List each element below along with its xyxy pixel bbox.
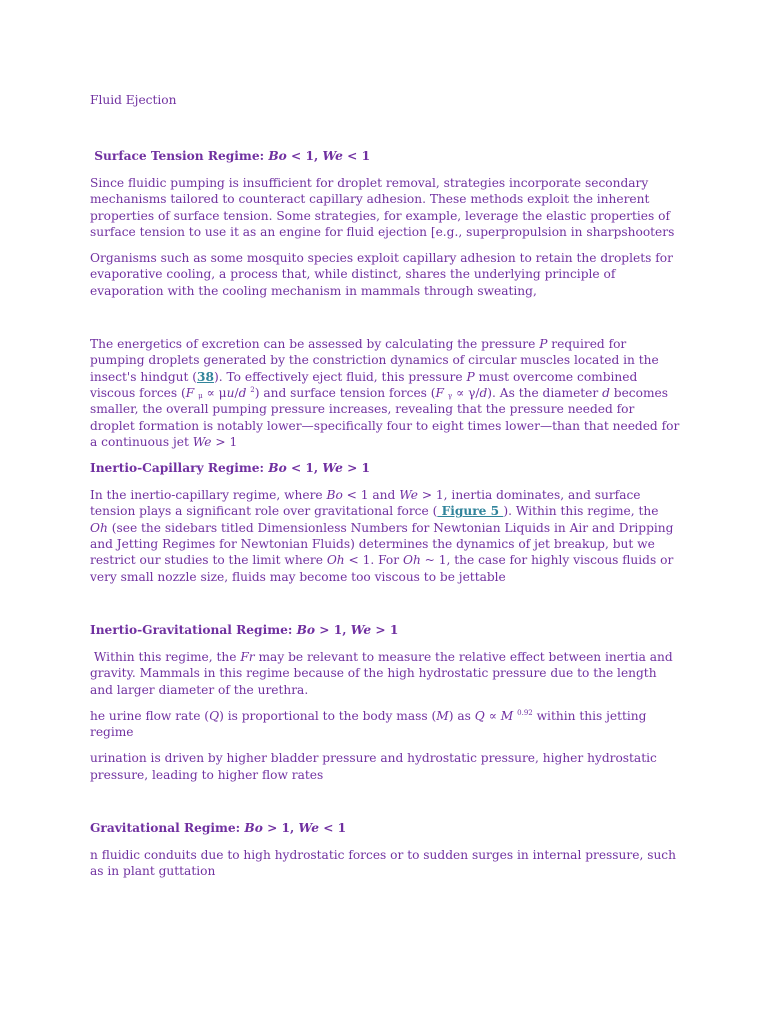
diameter-symbol: d: [238, 385, 247, 400]
figure-5-link[interactable]: Figure 5: [437, 504, 504, 519]
gravitational-heading: [90, 820, 680, 836]
heading-text: > 1,: [262, 821, 299, 836]
heading-text: > 1: [371, 622, 399, 637]
text: ). As the diameter: [487, 385, 603, 400]
text: ). Within this regime, the: [503, 504, 659, 519]
bo-symbol: Bo: [268, 149, 287, 163]
document-title: Fluid Ejection: [90, 93, 177, 107]
text: ) is proportional to the body mass (: [219, 708, 437, 723]
diameter-symbol: d: [602, 385, 610, 400]
heading-text: Inertio-Capillary Regime:: [90, 461, 269, 476]
text: must overcome combined viscous forces (: [90, 369, 638, 400]
surface-tension-paragraph-2: Organisms such as some mosquito species exploit capillary adhesion to retain the droplets for evaporative cooling, a process that, while distinct, shares the underlying principle of evaporation with the cooling mechanism in mammals through sweating,: [90, 251, 673, 298]
text: within this jetting regime: [90, 708, 647, 740]
text: < 1 and: [342, 488, 400, 503]
oh-symbol: Oh: [402, 553, 421, 568]
we-symbol: We: [350, 622, 372, 637]
mass-exponent: 0.92: [517, 708, 533, 717]
surface-tension-paragraph-3: [90, 336, 680, 450]
fr-symbol: Fr: [240, 649, 255, 664]
inertio-gravitational-paragraph-1: [90, 649, 680, 698]
heading-text: < 1,: [286, 149, 323, 163]
bo-symbol: Bo: [326, 488, 343, 503]
surface-tension-paragraph-1: Since fluidic pumping is insufficient for droplet removal, strategies incorporate secondary mechanisms tailored to counteract capillary adhesion. These methods exploit the inherent properties of surface tension. Some strategies, for example, leverage the elastic properties of surface tension to use it as an engine for fluid ejection [e.g., superpropulsion in sharpshooters: [90, 176, 675, 239]
text: /: [234, 385, 239, 400]
oh-symbol: Oh: [326, 553, 345, 568]
text: ∝: [484, 708, 501, 723]
text: The energetics of excretion can be assessed by calculating the pressure: [90, 337, 540, 352]
diameter-symbol: d: [479, 385, 488, 400]
we-symbol: We: [298, 821, 319, 836]
flow-rate-symbol: Q: [209, 708, 220, 723]
mu-subscript: μ: [198, 391, 203, 400]
gamma-subscript: γ: [447, 391, 453, 400]
text: required for pumping droplets generated by the constriction dynamics of circular muscles located in the insect's hindgut (: [90, 337, 659, 384]
text: < 1. For: [344, 553, 403, 568]
pressure-symbol: P: [466, 369, 475, 384]
text: may be relevant to measure the relative effect between inertia and gravity. Mammals in this regime because of the high hydrostatic pressure due to the length and larger diameter of the urethra.: [90, 649, 677, 697]
heading-text: Inertio-Gravitational Regime:: [90, 622, 297, 637]
bo-symbol: Bo: [244, 821, 263, 836]
heading-text: < 1: [342, 149, 371, 163]
text: ) and surface tension forces (: [254, 385, 436, 400]
text: becomes smaller, the overall pumping pressure increases, revealing that the pressure needed for droplet formation is notably lower—specifically four to eight times lower—than that needed for a continuous jet: [90, 385, 680, 449]
force-symbol: F: [435, 385, 445, 400]
bo-symbol: Bo: [296, 622, 316, 637]
text: (see the sidebars titled Dimensionless Numbers for Newtonian Liquids in Air and Dripping and Jetting Regimes for Newtonian Fluids) determines the dynamics of jet breakup, but we restrict our studies to the limit where: [90, 520, 674, 568]
heading-text: < 1,: [286, 461, 323, 476]
heading-text: > 1: [342, 461, 371, 476]
text: ~ 1, the case for highly viscous fluids or very small nozzle size, fluids may become too viscous to be jettable: [90, 553, 674, 584]
text: > 1, inertia dominates, and surface tension plays a significant role over gravitational force (: [90, 488, 641, 519]
bo-symbol: Bo: [268, 461, 287, 476]
gravitational-paragraph: n fluidic conduits due to high hydrostatic forces or to sudden surges in internal pressure, such as in plant guttation: [90, 848, 676, 879]
heading-text: Surface Tension Regime:: [90, 149, 269, 163]
reference-link-38[interactable]: 38: [197, 369, 214, 384]
inertio-capillary-heading: [90, 460, 680, 476]
text: In the inertio-capillary regime, where: [90, 488, 327, 503]
heading-text: > 1,: [315, 622, 351, 637]
oh-symbol: Oh: [90, 520, 108, 535]
inertio-capillary-paragraph: [90, 487, 680, 585]
square-exponent: 2: [250, 385, 255, 394]
heading-text: Gravitational Regime:: [90, 821, 245, 836]
force-symbol: F: [185, 385, 195, 400]
velocity-symbol: u: [226, 385, 235, 400]
pressure-symbol: P: [539, 337, 548, 352]
surface-tension-heading: [90, 148, 680, 164]
inertio-gravitational-heading: [90, 622, 680, 638]
text: ∝ μ: [202, 385, 227, 400]
flow-rate-symbol: Q: [474, 708, 485, 723]
mass-symbol: M: [500, 708, 514, 723]
text: he urine flow rate (: [90, 708, 210, 723]
we-symbol: We: [322, 461, 343, 476]
text: ) as: [448, 708, 475, 723]
text: > 1: [211, 434, 238, 449]
text: ∝ γ/: [452, 385, 480, 400]
inertio-gravitational-paragraph-2: [90, 708, 680, 741]
we-symbol: We: [399, 488, 418, 503]
text: ). To effectively eject fluid, this pressure: [213, 369, 467, 384]
document-page: [90, 92, 680, 880]
inertio-gravitational-paragraph-3: urination is driven by higher bladder pressure and hydrostatic pressure, higher hydrostatic pressure, leading to higher flow rates: [90, 751, 657, 782]
mass-symbol: M: [436, 708, 449, 723]
we-symbol: We: [192, 434, 212, 449]
heading-text: < 1: [318, 821, 347, 836]
we-symbol: We: [322, 149, 343, 163]
text: Within this regime, the: [90, 649, 241, 664]
